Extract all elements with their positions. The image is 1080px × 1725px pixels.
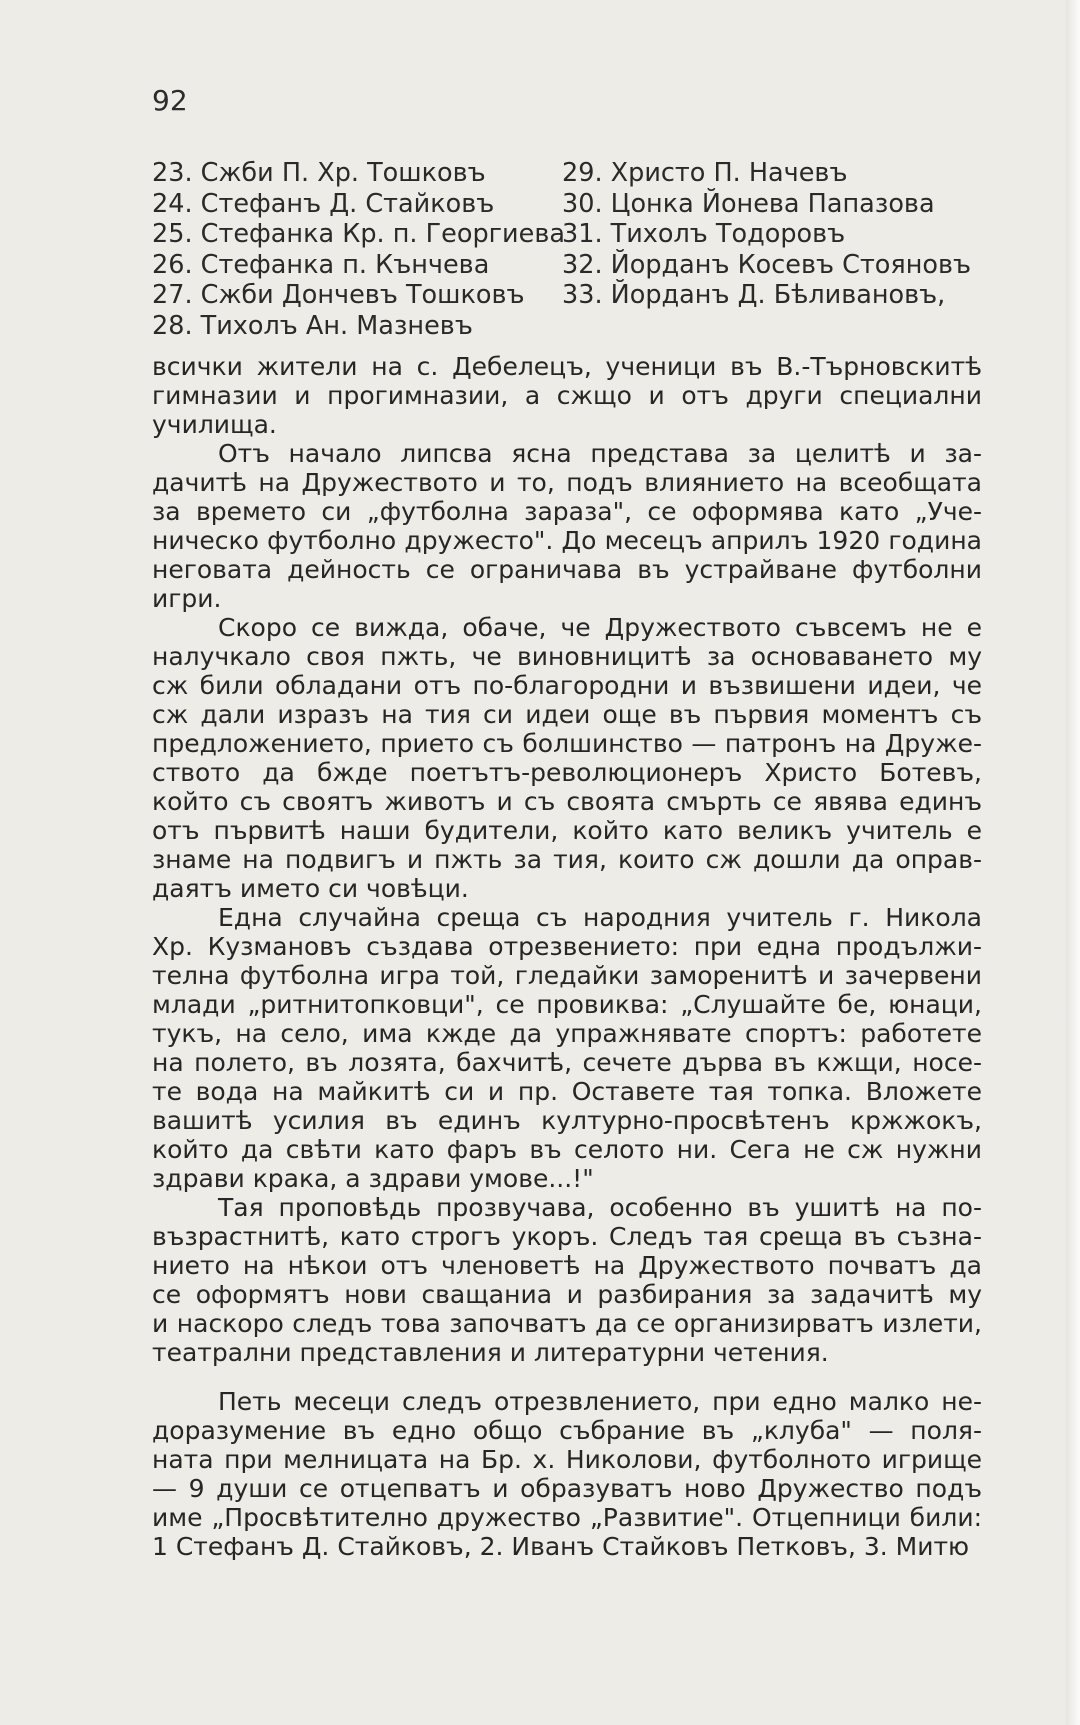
text-line: ната при мелницата на Бр. х. Николови, футболното игрище <box>152 1445 982 1474</box>
member-list-item: 25. Стефанка Кр. п. Георгиева <box>152 219 565 250</box>
text-line: Тая проповѣдь прозвучава, особенно въ ушитѣ на по- <box>218 1193 982 1222</box>
paragraph <box>152 613 982 903</box>
text-line: който да свѣти като фаръ въ селото ни. Сега не сж нужни <box>152 1135 982 1164</box>
text-line: Отъ начало липсва ясна представа за целитѣ и за- <box>218 439 982 468</box>
text-line: 1 Стефанъ Д. Стайковъ, 2. Иванъ Стайковъ Петковъ, 3. Митю <box>152 1532 970 1561</box>
text-line: за времето си „футболна зараза", се оформява като „Уче- <box>152 497 982 526</box>
text-line: млади „ритнитопковци", се провиква: „Слушайте бе, юнаци, <box>152 990 982 1019</box>
text-line: — 9 души се отцепватъ и образуватъ ново Дружество подъ <box>152 1474 982 1503</box>
member-list-row <box>152 189 982 220</box>
text-line: неговата дейность се ограничава въ устрайване футболни <box>152 555 982 584</box>
member-list-item: 28. Тихолъ Ан. Мазневъ <box>152 310 473 341</box>
member-list-item: 33. Йорданъ Д. Бѣливановъ, <box>562 280 946 311</box>
text-line: знаме на подвигъ и пжть за тия, които сж дошли да оправ- <box>152 845 982 874</box>
member-list-item: 23. Сжби П. Хр. Тошковъ <box>152 158 486 188</box>
paragraph <box>152 1387 982 1561</box>
member-list-item: 24. Стефанъ Д. Стайковъ <box>152 188 495 219</box>
text-line: училища. <box>152 410 277 439</box>
member-list-item: 30. Цонка Йонева Папазова <box>562 188 935 219</box>
text-line: ството да бжде поетътъ-революционеръ Христо Ботевъ, <box>152 758 982 787</box>
text-line: нието на нѣкои отъ членоветѣ на Дружеството почватъ да <box>152 1251 982 1280</box>
member-list-item: 32. Йорданъ Косевъ Стояновъ <box>562 249 972 280</box>
text-line: даятъ името си човѣци. <box>152 874 469 903</box>
text-line: предложението, прието съ болшинство — патронъ на Друже- <box>152 729 982 758</box>
text-line: сж били обладани отъ по-благородни и възвишени идеи, че <box>152 671 982 700</box>
text-line: игри. <box>152 584 222 613</box>
text-line: доразумение въ едно общо събрание въ „клуба" — поля- <box>152 1416 982 1445</box>
text-line: телна футболна игра той, гледайки заморенитѣ и зачервени <box>152 961 982 990</box>
text-line: те вода на майкитѣ си и пр. Оставете тая топка. Вложете <box>152 1077 982 1106</box>
text-line: който съ своятъ животъ и съ своята смърть се явява единъ <box>152 787 982 816</box>
text-line: театрални представления и литературни четения. <box>152 1338 829 1367</box>
text-line: на полето, въ лозята, бахчитѣ, сечете дърва въ кжщи, носе- <box>152 1048 982 1077</box>
page-number: 92 <box>152 84 188 117</box>
member-list-row <box>152 158 982 189</box>
text-line: ническо футболно дружесто". До месецъ априлъ 1920 година <box>152 526 982 555</box>
member-list-item: 31. Тихолъ Тодоровъ <box>562 219 846 250</box>
paragraph <box>152 352 982 439</box>
text-line: Скоро се вижда, обаче, че Дружеството съвсемъ не е <box>218 613 982 642</box>
text-line: се оформятъ нови сващаниа и разбирания за задачитѣ му <box>152 1280 982 1309</box>
member-list <box>152 158 982 342</box>
text-line: отъ първитѣ наши будители, който като великъ учитель е <box>152 816 982 845</box>
text-line: вашитѣ усилия въ единъ културно-просвѣтенъ кржжокъ, <box>152 1106 982 1135</box>
text-line: Петь месеци следъ отрезвлението, при едно малко не- <box>218 1387 982 1416</box>
text-line: възрастнитѣ, като строгъ укоръ. Следъ тая среща въ съзна- <box>152 1222 982 1251</box>
member-list-item <box>562 311 982 342</box>
text-line: тукъ, на село, има кжде да упражнявате спортъ: работете <box>152 1019 982 1048</box>
text-line: Една случайна среща съ народния учитель г. Никола <box>218 903 982 932</box>
member-list-row <box>152 311 982 342</box>
member-list-item: 26. Стефанка п. Кънчева <box>152 249 490 280</box>
paragraph <box>152 1193 982 1367</box>
member-list-row <box>152 219 982 250</box>
page-edge-shadow <box>1066 0 1080 1725</box>
member-list-item: 27. Сжби Дончевъ Тошковъ <box>152 280 525 311</box>
paragraph <box>152 903 982 1193</box>
text-line: сж дали изразъ на тия си идеи още въ първия моментъ съ <box>152 700 982 729</box>
text-line: име „Просвѣтително дружество „Развитие". Отцепници били: <box>152 1503 982 1532</box>
text-line: и наскоро следъ това започватъ да се организирватъ излети, <box>152 1309 982 1338</box>
text-line: налучкало своя пжть, че виновницитѣ за основаването му <box>152 642 982 671</box>
text-line: здрави крака, а здрави умове...!" <box>152 1164 594 1193</box>
member-list-item: 29. Христо П. Начевъ <box>562 158 848 188</box>
member-list-row <box>152 280 982 311</box>
body-text <box>152 352 982 1561</box>
text-line: всички жители на с. Дебелецъ, ученици въ В.-Търновскитѣ <box>152 352 982 381</box>
text-line: гимназии и прогимназии, а сжщо и отъ други специални <box>152 381 982 410</box>
text-line: дачитѣ на Дружеството и то, подъ влиянието на всеобщата <box>152 468 982 497</box>
member-list-row <box>152 250 982 281</box>
text-line: Хр. Кузмановъ създава отрезвението: при една продължи- <box>152 932 982 961</box>
paragraph <box>152 439 982 613</box>
